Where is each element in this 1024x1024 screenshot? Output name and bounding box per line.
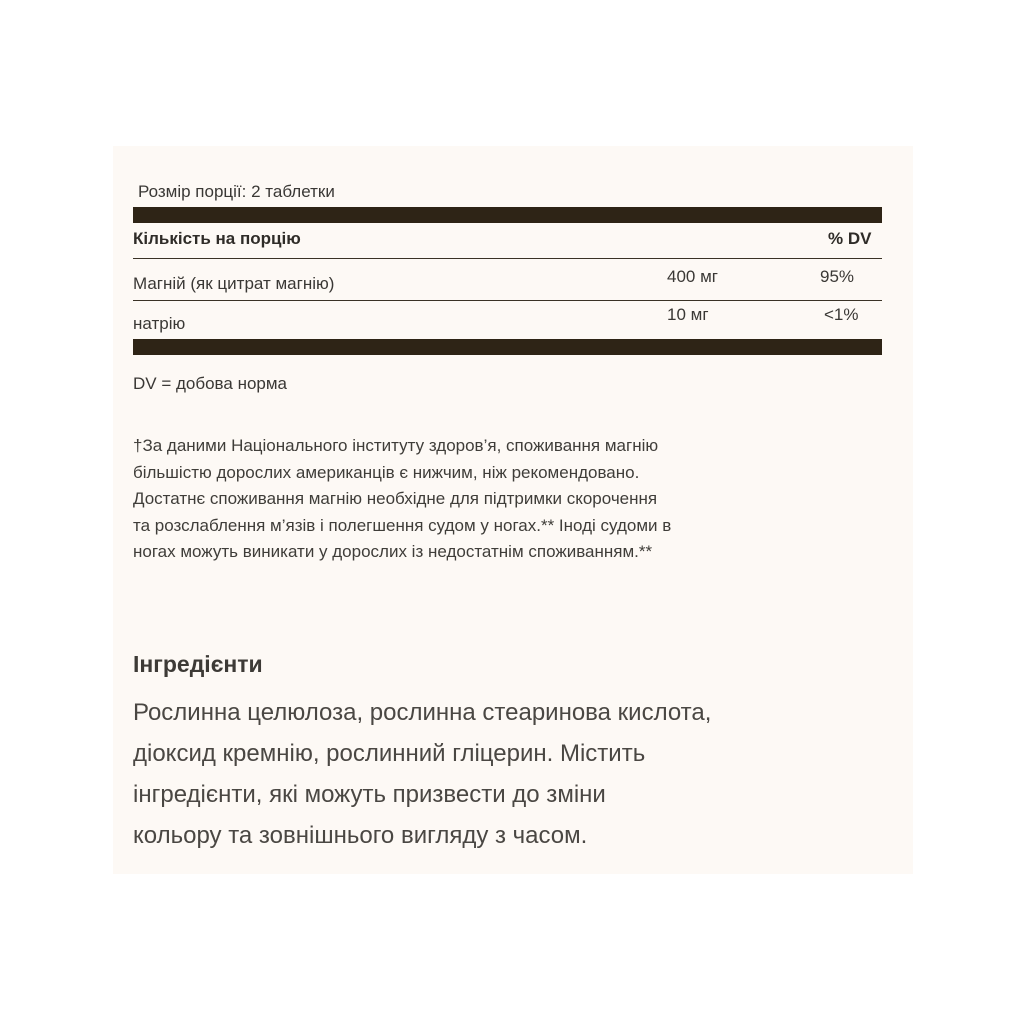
footnote-line: †За даними Національного інституту здоров’я, споживання магнію	[133, 436, 659, 455]
table-header-dv: % DV	[828, 229, 872, 248]
ingredients-line: інгредієнти, які можуть призвести до зміни	[133, 781, 606, 808]
ingredients-line: діоксид кремнію, рослинний гліцерин. Містить	[133, 740, 646, 767]
nutrient-name: Магній (як цитрат магнію)	[133, 274, 335, 293]
ingredients-line: Рослинна целюлоза, рослинна стеаринова кислота,	[133, 699, 712, 726]
footnote-line: більшістю дорослих американців є нижчим, ніж рекомендовано.	[133, 462, 640, 482]
footnote-line: ногах можуть виникати у дорослих із недостатнім споживанням.**	[133, 542, 653, 561]
nutrient-amount: 400 мг	[667, 267, 718, 286]
nutrient-dv: 95%	[820, 267, 855, 286]
nutrient-amount: 10 мг	[667, 305, 709, 324]
serving-size: Розмір порції: 2 таблетки	[138, 182, 335, 201]
footnote-line: та розслаблення м’язів і полегшення судом у ногах.** Іноді судоми в	[133, 515, 672, 535]
table-bottom-bar	[133, 339, 882, 355]
nutrient-name: натрію	[133, 314, 186, 333]
table-header-amount-per-serving: Кількість на порцію	[133, 229, 301, 248]
nutrient-dv: <1%	[824, 305, 859, 324]
table-top-bar	[133, 207, 882, 223]
table-divider	[133, 258, 882, 259]
dv-definition: DV = добова норма	[133, 374, 288, 393]
table-divider	[133, 300, 882, 301]
ingredients-text	[133, 692, 893, 856]
footnote-line: Достатнє споживання магнію необхідне для підтримки скорочення	[133, 489, 658, 508]
footnote	[133, 433, 883, 566]
ingredients-line: кольору та зовнішнього вигляду з часом.	[133, 822, 588, 849]
ingredients-title: Інгредієнти	[133, 651, 263, 677]
